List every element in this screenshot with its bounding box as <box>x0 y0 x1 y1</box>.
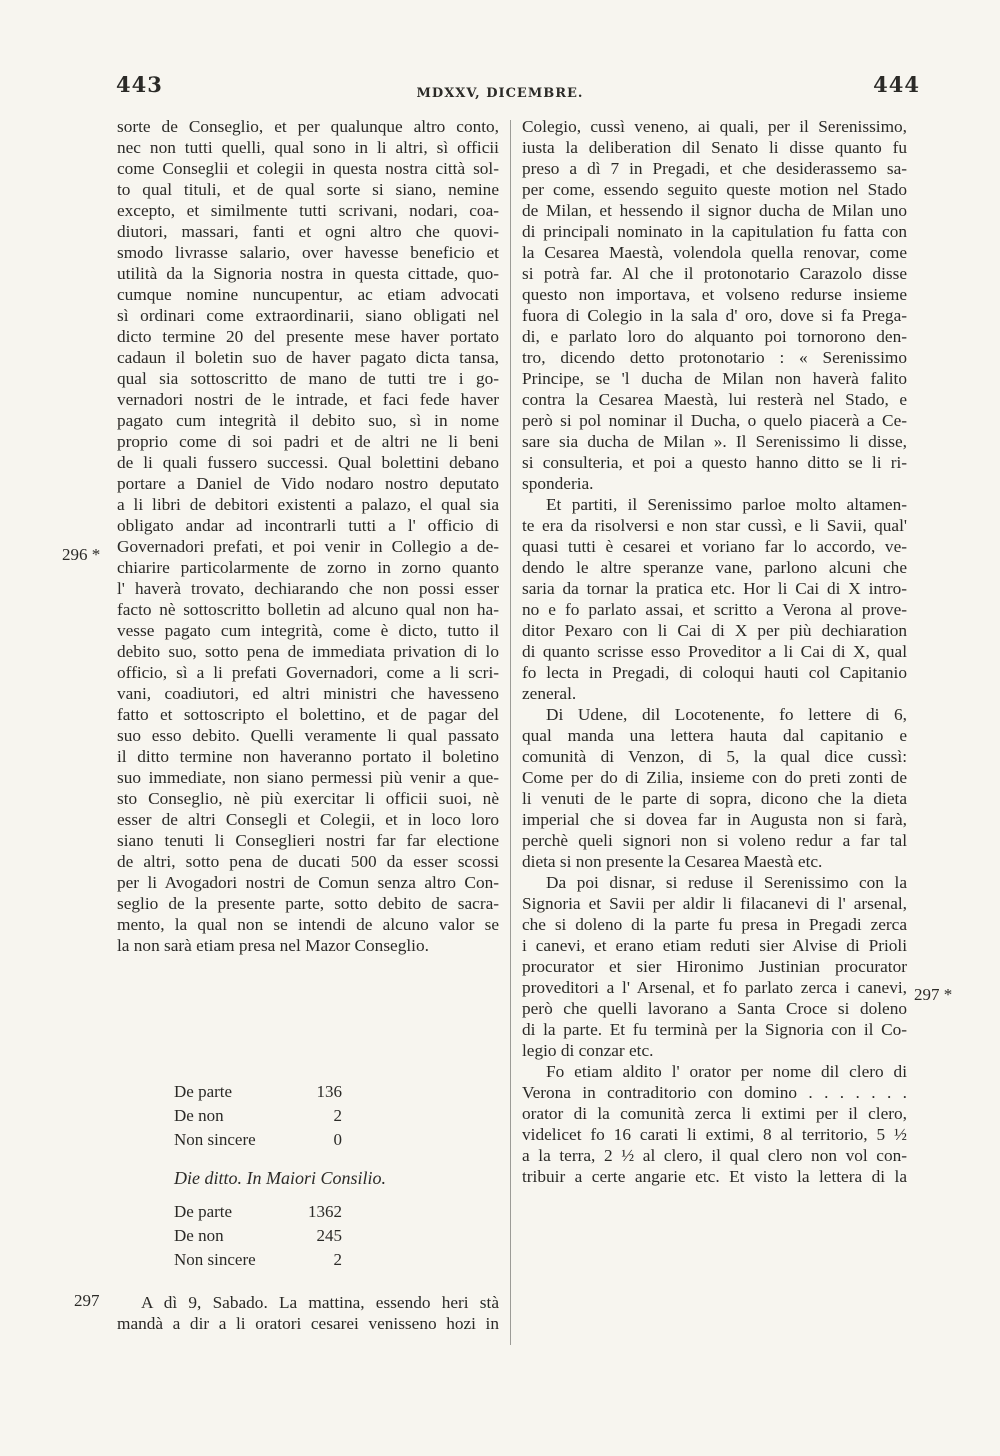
text-line: però che quelli lavorano a Santa Croce si doleno <box>522 999 907 1018</box>
vote-row <box>174 1224 342 1248</box>
vote-label: De parte <box>174 1082 233 1101</box>
text-line: fuora di Colegio in la sala d' oro, dove si fa Prega- <box>522 306 907 325</box>
text-line: preso a dì 7 in Pregadi, et che desiderassemo sa- <box>522 159 907 178</box>
left-page-number: 443 <box>116 72 163 97</box>
text-line: de altri, sotto pena de ducati 500 da esser scossi <box>117 852 499 871</box>
text-line: proprio come di soi padri et de altri ne li beni <box>117 432 499 451</box>
text-line: il ditto termine non haveranno portato il boletino <box>117 747 499 766</box>
text-line: qual manda una lettera hauta dal capitanio e <box>522 726 907 745</box>
vote-count: 1362 <box>308 1202 342 1221</box>
text-line: officio, sì a li prefati Governadori, come a li scri- <box>117 663 499 682</box>
vote-label: De non <box>174 1226 224 1245</box>
text-line: vani, coadiutori, ed altri ministri che havesseno <box>117 684 499 703</box>
text-line: proveditori a l' Arsenal, et fo parlato zerca i canevi, <box>522 978 907 997</box>
text-line: quasi tutti è cesarei et voriano far lo accordo, ve- <box>522 537 907 556</box>
text-line: sì ordinari come extraordinarii, siano obligati nel <box>117 306 499 325</box>
text-line: obligato andar ad incontrarli tutti a l' officio di <box>117 516 499 535</box>
text-line: mento, la qual non se intendi de alcuno valor se <box>117 915 499 934</box>
text-line: fo lecta in Pregadi, di coloqui hauti col Capitanio <box>522 663 907 682</box>
margin-note-296: 296 * <box>62 545 101 564</box>
text-line: siano tenuti li Conseglieri nostri far far electione <box>117 831 499 850</box>
text-line: di principali nominato in la capitulation fu fatta con <box>522 222 907 241</box>
text-line: diutori, massari, fanti et ogni altro che quovi- <box>117 222 499 241</box>
text-line: de li quali fussero successi. Qual bolettini debano <box>117 453 499 472</box>
text-line: Verona in contraditorio con domino . . . . . . . <box>522 1083 907 1102</box>
vote-count: 0 <box>333 1130 342 1149</box>
vote-row <box>174 1080 342 1104</box>
margin-note-297-right: 297 * <box>914 985 953 1004</box>
text-line: Et partiti, il Serenissimo parloe molto altamen- <box>546 495 907 514</box>
text-line: imperial che si dovea far in Augusta non si farà, <box>522 810 907 829</box>
text-line: dieta si non presente la Cesarea Maestà etc. <box>522 852 823 871</box>
text-line: A dì 9, Sabado. La mattina, essendo heri stà <box>141 1293 499 1312</box>
vote-count: 136 <box>316 1082 342 1101</box>
column-divider <box>510 120 511 1345</box>
text-line: che si doleno di la parte fu presa in Pregadi zerca <box>522 915 907 934</box>
vote-count: 2 <box>333 1250 342 1269</box>
vote-row <box>174 1104 342 1128</box>
text-line: Come per do di Zilia, insieme con do preti zonti de <box>522 768 907 787</box>
text-line: debito suo, sotto pena de immediata privation di lo <box>117 642 499 661</box>
text-line: contra la Cesarea Maestà, lui resterà nel Stado, e <box>522 390 907 409</box>
text-line: la Cesarea Maestà, volendola quella renovar, come <box>522 243 907 262</box>
text-line: ditor Pexaro con li Cai di X per più dechiaration <box>522 621 907 640</box>
margin-note-297: 297 <box>74 1291 100 1310</box>
vote-label: De parte <box>174 1202 233 1221</box>
text-line: però si pol nominar il Ducha, o quelo piacerà a Ce- <box>522 411 907 430</box>
text-line: questo non importava, et volseno redurse insieme <box>522 285 907 304</box>
text-line: seglio de la presente parte, sotto debito de sacra- <box>117 894 499 913</box>
running-title: MDXXV, DICEMBRE. <box>416 86 584 101</box>
text-line: legio di conzar etc. <box>522 1041 654 1060</box>
text-line: esser de altri Consegli et Colegii, et in loco loro <box>117 810 499 829</box>
text-line: dicto termine 20 del presente mese haver portato <box>117 327 499 346</box>
text-line: Principe, se 'l ducha de Milan non haverà falito <box>522 369 907 388</box>
text-line: utilità da la Signoria nostra in questa cittade, quo- <box>117 264 499 283</box>
vote-count: 2 <box>333 1106 342 1125</box>
text-line: sare sia ducha de Milan ». Il Serenissimo li disse, <box>522 432 907 451</box>
right-page-number: 444 <box>873 72 920 97</box>
text-line: perchè queli signori non si voleno redur a far tal <box>522 831 907 850</box>
text-line: mandà a dir a li oratori cesarei venisseno hozi in <box>117 1314 499 1333</box>
left-column-bottom <box>117 1292 499 1334</box>
text-line: sto Conseglio, nè più exercitar li officii suoi, nè <box>117 789 499 808</box>
text-line: Colegio, cussì veneno, ai quali, per il Serenissimo, <box>522 117 907 136</box>
text-line: de Milan, et hessendo il signor ducha de Milan uno <box>522 201 907 220</box>
vote-row <box>174 1128 342 1152</box>
right-column <box>522 116 907 1187</box>
text-line: nec non tutti quelli, qual sono in li altri, sì officii <box>117 138 499 157</box>
text-line: cadaun il boletin suo de haver pagato dicta tansa, <box>117 348 499 367</box>
text-line: tro, dicendo detto protonotario : « Serenissimo <box>522 348 907 367</box>
text-line: vernadori nostri de le intrade, et faci fede haver <box>117 390 499 409</box>
text-line: facto nè sottoscritto bolletin ad alcuno qual non ha- <box>117 600 499 619</box>
vote-label: Non sincere <box>174 1130 256 1149</box>
text-line: suo immediate, non siano permessi più venir a que- <box>117 768 499 787</box>
text-line: per li Avogadori nostri de Comun senza altro Con- <box>117 873 499 892</box>
text-line: di la parte. Et fu terminà per la Signoria con il Co- <box>522 1020 907 1039</box>
section-heading-maiori-consilio: Die ditto. In Maiori Consilio. <box>174 1168 387 1188</box>
vote-row <box>174 1200 342 1224</box>
text-line: pagato cum integrità il debito suo, sì in nome <box>117 411 499 430</box>
text-line: a li libri de debitori existenti a palazo, el qual sia <box>117 495 499 514</box>
text-line: Governadori prefati, et poi venir in Collegio a de- <box>117 537 499 556</box>
vote-table-1 <box>174 1080 342 1152</box>
text-line: l' haverà trovato, dechiarando che non possi esser <box>117 579 499 598</box>
text-line: Signoria et Savii per aldir li filacanevi di l' arsenal, <box>522 894 907 913</box>
text-line: tribuir a certe angarie etc. Et visto la lettera di la <box>522 1167 907 1186</box>
text-line: te era da risolversi e non star cussì, e li Savii, qual' <box>522 516 907 535</box>
text-line: to qual tituli, et de qual sorte si siano, nemine <box>117 180 499 199</box>
text-line: i canevi, et erano etiam reduti sier Alvise di Prioli <box>522 936 907 955</box>
text-line: di quanto scrisse esso Proveditor a li Cai di X, qual <box>522 642 907 661</box>
vote-label: De non <box>174 1106 224 1125</box>
left-column <box>117 116 499 956</box>
text-line: excepto, et similmente tutti scrivani, nodari, coa- <box>117 201 499 220</box>
text-line: di, e parlato loro do alquanto poi tornorono den- <box>522 327 907 346</box>
text-line: la non sarà etiam presa nel Mazor Conseglio. <box>117 936 429 955</box>
text-line: videlicet fo 16 carati li extimi, 8 al territorio, 5 ½ <box>522 1125 907 1144</box>
text-line: suo esso debito. Quelli veramente li qual passato <box>117 726 499 745</box>
text-line: saria da tornar la pratica etc. Hor li Cai di X intro- <box>522 579 907 598</box>
text-line: vesse pagato cum integrità, come è dicto, tutto il <box>117 621 499 640</box>
text-line: si potrà far. Al che il protonotario Carazolo disse <box>522 264 907 283</box>
text-line: no e fo parlato assai, et scritto a Verona al prove- <box>522 600 907 619</box>
text-line: dendo le altre speranze vane, parlono alcuni che <box>522 558 907 577</box>
text-line: Da poi disnar, si reduse il Serenissimo con la <box>546 873 907 892</box>
text-line: sorte de Conseglio, et per qualunque altro conto, <box>117 117 499 136</box>
text-line: smodo livrasse salario, over havesse beneficio et <box>117 243 499 262</box>
vote-count: 245 <box>316 1226 342 1245</box>
vote-row <box>174 1248 342 1272</box>
text-line: fatto et sottoscripto el bolettino, et de pagar del <box>117 705 499 724</box>
text-line: portare a Daniel de Vido nodaro nostro deputato <box>117 474 499 493</box>
text-line: zeneral. <box>522 684 577 703</box>
text-line: li venuti de le parte di sopra, dicono che la dieta <box>522 789 907 808</box>
text-line: qual sia sottoscritto de mano de tutti tre i go- <box>117 369 499 388</box>
text-line: come Conseglii et colegii in questa nostra città sol- <box>117 159 499 178</box>
text-line: per come, essendo seguito queste motion nel Stado <box>522 180 907 199</box>
text-line: iusta la deliberation dil Senato li disse quanto fu <box>522 138 907 157</box>
text-line: sponderia. <box>522 474 594 493</box>
text-line: orator di la comunità zerca li extimi per il clero, <box>522 1104 907 1123</box>
text-line: Fo etiam aldito l' orator per nome dil clero di <box>546 1062 907 1081</box>
text-line: procurator et sier Hironimo Justinian procurator <box>522 957 907 976</box>
vote-table-2 <box>174 1200 342 1272</box>
vote-label: Non sincere <box>174 1250 256 1269</box>
text-line: cumque nomine nuncupentur, ac etiam advocati <box>117 285 499 304</box>
text-line: comunità di Venzon, di 5, la qual dice cussì: <box>522 747 907 766</box>
text-line: Di Udene, dil Locotenente, fo lettere di 6, <box>546 705 907 724</box>
text-line: a la terra, 2 ½ al clero, il qual clero non vol con- <box>522 1146 907 1165</box>
text-line: chiarire particolarmente de zorno in zorno quanto <box>117 558 499 577</box>
text-line: si consulteria, et poi a questo hanno ditto se li ri- <box>522 453 907 472</box>
